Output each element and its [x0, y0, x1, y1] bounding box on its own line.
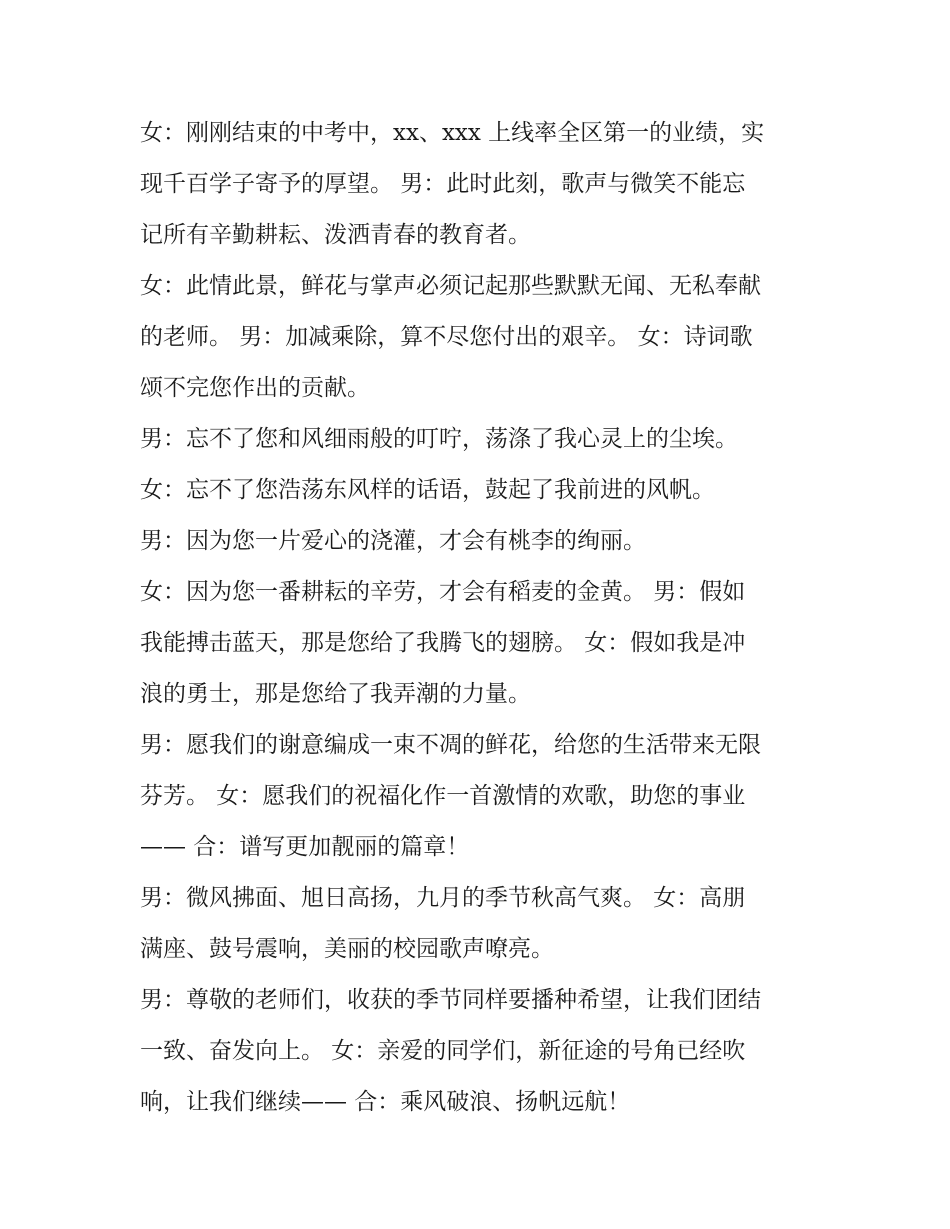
- text-line: 一致、奋发向上。 女：亲爱的同学们，新征途的号角已经吹: [140, 1038, 746, 1064]
- text-line: 颂不完您作出的贡献。: [140, 375, 370, 401]
- text-line: 男：微风拂面、旭日高扬，九月的季节秋高气爽。 女：高朋: [140, 885, 746, 911]
- text-line: 满座、鼓号震响，美丽的校园歌声嘹亮。: [140, 936, 554, 962]
- text-line: 记所有辛勤耕耘、泼洒青春的教育者。: [140, 222, 531, 248]
- text-line: 的老师。 男：加减乘除，算不尽您付出的艰辛。 女：诗词歌: [140, 324, 753, 350]
- text-line: 女：刚刚结束的中考中，xx、xxx 上线率全区第一的业绩，实: [140, 120, 765, 146]
- text-line: 现千百学子寄予的厚望。 男：此时此刻，歌声与微笑不能忘: [140, 171, 746, 197]
- text-line: 女：忘不了您浩荡东风样的话语，鼓起了我前进的风帆。: [140, 477, 715, 503]
- text-line: —— 合：谱写更加靓丽的篇章！: [140, 834, 470, 860]
- text-line: 男：愿我们的谢意编成一束不凋的鲜花，给您的生活带来无限: [140, 732, 761, 758]
- text-line: 男：忘不了您和风细雨般的叮咛，荡涤了我心灵上的尘埃。: [140, 426, 738, 452]
- text-line: 我能搏击蓝天，那是您给了我腾飞的翅膀。 女：假如我是冲: [140, 630, 746, 656]
- text-line: 女：因为您一番耕耘的辛劳，才会有稻麦的金黄。 男：假如: [140, 579, 746, 605]
- text-line: 芬芳。 女：愿我们的祝福化作一首激情的欢歌，助您的事业: [140, 783, 746, 809]
- text-line: 浪的勇士，那是您给了我弄潮的力量。: [140, 681, 531, 707]
- text-line: 女：此情此景，鲜花与掌声必须记起那些默默无闻、无私奉献: [140, 273, 761, 299]
- document-body: [140, 108, 820, 1128]
- text-line: 男：尊敬的老师们，收获的季节同样要播种希望，让我们团结: [140, 987, 761, 1013]
- text-line: 响，让我们继续—— 合：乘风破浪、扬帆远航！: [140, 1089, 631, 1115]
- text-line: 男：因为您一片爱心的浇灌，才会有桃李的绚丽。: [140, 528, 646, 554]
